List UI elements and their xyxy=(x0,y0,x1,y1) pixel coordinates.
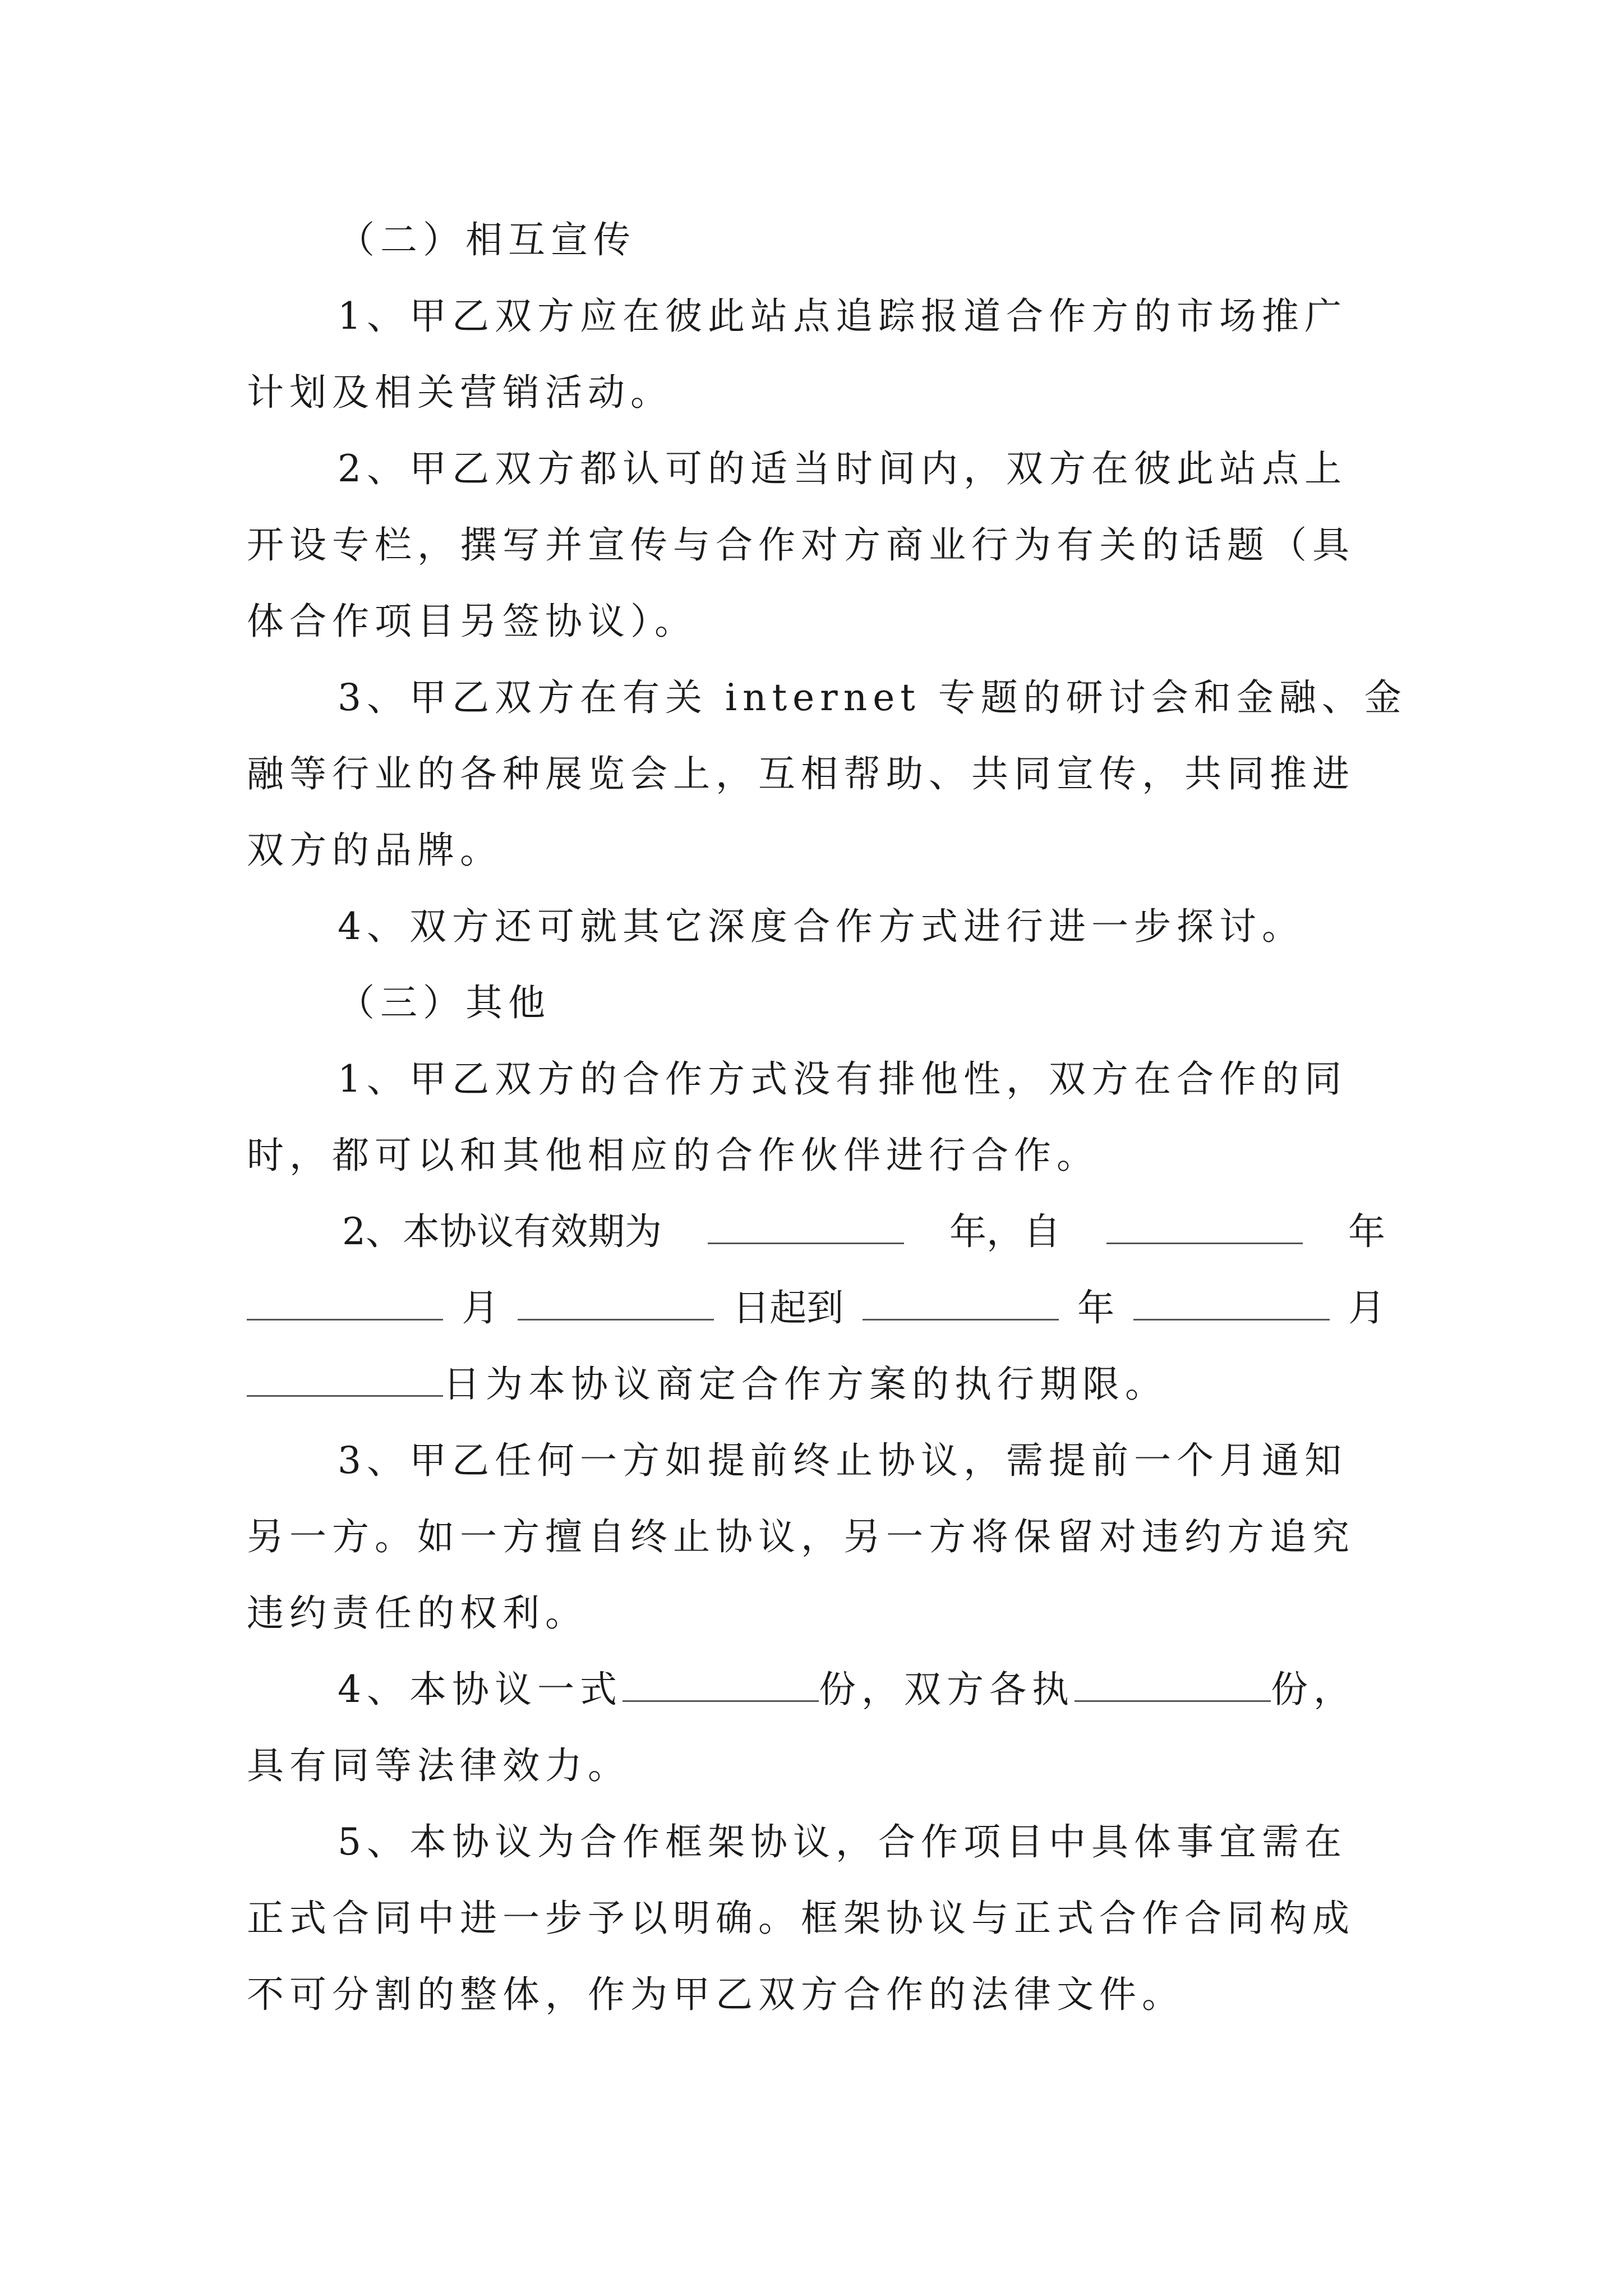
term-text: 年 xyxy=(1348,1210,1385,1253)
paragraph-line: 具有同等法律效力。 xyxy=(247,1744,630,1787)
paragraph-line: 融等行业的各种展览会上，互相帮助、共同宣传，共同推进 xyxy=(247,752,1355,795)
blank-field[interactable] xyxy=(1075,1667,1271,1702)
term-line-2 xyxy=(247,1270,1385,1346)
paragraph-line: 体合作项目另签协议）。 xyxy=(247,600,697,643)
copies-line xyxy=(247,1651,1385,1728)
paragraph-line: 1、甲乙双方的合作方式没有排他性，双方在合作的同 xyxy=(338,1057,1347,1101)
blank-field[interactable] xyxy=(247,1285,443,1320)
blank-field[interactable] xyxy=(518,1285,714,1320)
term-text: 日为本协议商定合作方案的执行期限。 xyxy=(443,1363,1168,1406)
paragraph-line: 时，都可以和其他相应的合作伙伴进行合作。 xyxy=(247,1134,1099,1177)
term-line-1 xyxy=(247,1194,1385,1270)
paragraph-line: 5、本协议为合作框架协议，合作项目中具体事宜需在 xyxy=(338,1820,1347,1864)
section-heading: （三）其他 xyxy=(338,981,551,1024)
blank-field[interactable] xyxy=(1106,1209,1303,1244)
term-text: 年 xyxy=(1077,1286,1115,1329)
paragraph-line: 违约责任的权利。 xyxy=(247,1591,588,1635)
term-text: 日起到 xyxy=(732,1286,844,1329)
paragraph-line: 2、甲乙双方都认可的适当时间内，双方在彼此站点上 xyxy=(338,447,1347,490)
paragraph-line: 3、甲乙双方在有关 internet 专题的研讨会和金融、金 xyxy=(338,676,1407,719)
blank-field[interactable] xyxy=(1133,1285,1330,1320)
paragraph-line: 4、双方还可就其它深度合作方式进行进一步探讨。 xyxy=(338,905,1304,948)
term-text: 年，自 xyxy=(949,1210,1061,1253)
paragraph-line: 双方的品牌。 xyxy=(247,829,502,872)
document-page xyxy=(247,202,1407,2033)
paragraph-line: 计划及相关营销活动。 xyxy=(247,371,673,414)
blank-field[interactable] xyxy=(247,1361,443,1397)
term-text: 月 xyxy=(462,1286,499,1329)
paragraph-line: 1、甲乙双方应在彼此站点追踪报道合作方的市场推广 xyxy=(338,295,1347,338)
paragraph-line: 3、甲乙任何一方如提前终止协议，需提前一个月通知 xyxy=(338,1439,1347,1482)
blank-field[interactable] xyxy=(863,1285,1059,1320)
paragraph-line: 另一方。如一方擅自终止协议，另一方将保留对违约方追究 xyxy=(247,1515,1355,1558)
copies-text: 份， xyxy=(1271,1668,1356,1711)
paragraph-line: 开设专栏，撰写并宣传与合作对方商业行为有关的话题（具 xyxy=(247,523,1355,567)
term-text: 2、本协议有效期为 xyxy=(342,1210,662,1253)
term-text: 月 xyxy=(1348,1286,1385,1329)
blank-field[interactable] xyxy=(708,1209,904,1244)
section-heading: （二）相互宣传 xyxy=(338,218,636,261)
copies-text: 4、本协议一式 xyxy=(338,1668,623,1711)
copies-text: 份，双方各执 xyxy=(819,1668,1075,1711)
blank-field[interactable] xyxy=(623,1667,819,1702)
paragraph-line: 不可分割的整体，作为甲乙双方合作的法律文件。 xyxy=(247,1973,1184,2016)
paragraph-line: 正式合同中进一步予以明确。框架协议与正式合作合同构成 xyxy=(247,1897,1355,1940)
term-line-3 xyxy=(247,1346,1385,1423)
